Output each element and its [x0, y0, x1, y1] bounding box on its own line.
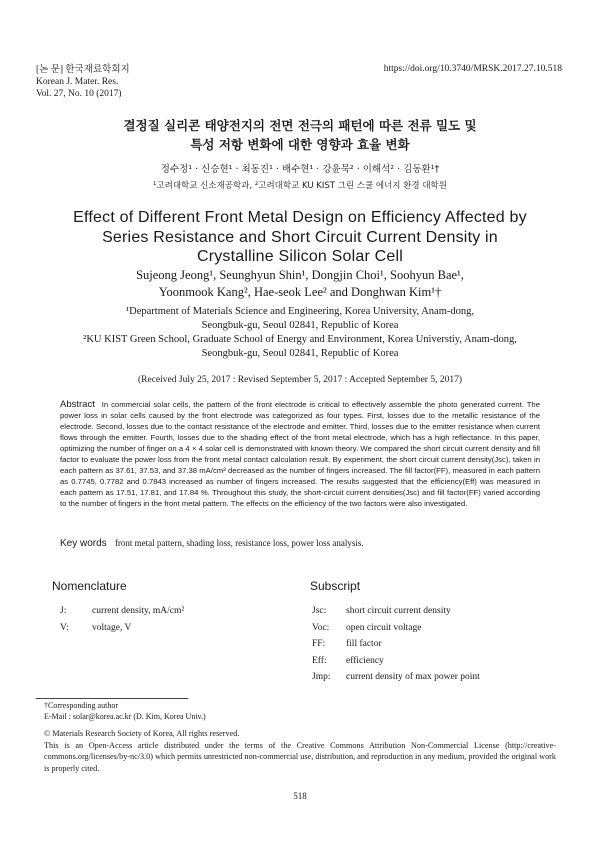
- subscript-symbol: Jmp:: [312, 672, 331, 682]
- affiliation-1-line-2: Seongbuk-gu, Seoul 02841, Republic of Korea: [201, 320, 399, 331]
- english-authors-line-2: Yoonmook Kang², Hae-seok Lee² and Donghwan Kim¹†: [158, 285, 442, 299]
- korean-title-line-2: 특성 저항 변화에 대한 영향과 효율 변화: [190, 137, 410, 152]
- korean-affiliation: ¹고려대학교 신소재공학과, ²고려대학교 KU KIST 그린 스쿨 에너지 환경 대학원: [153, 181, 447, 191]
- journal-category: [논 문] 한국재료학회지: [36, 65, 130, 75]
- english-title-line-1: Effect of Different Front Metal Design on Efficiency Affected by: [73, 209, 527, 226]
- keywords-label: Key words: [60, 538, 107, 549]
- subscript-list: [312, 603, 480, 686]
- affiliation-1-line-1: ¹Department of Materials Science and Engineering, Korea University, Anam-dong,: [126, 306, 474, 317]
- korean-title-line-1: 결정질 실리콘 태양전지의 전면 전극의 패턴에 따른 전류 밀도 및: [123, 118, 477, 133]
- copyright-notice: [44, 728, 556, 774]
- nomenclature-description: current density, mA/cm²: [92, 606, 185, 616]
- nomenclature-symbol: V:: [60, 622, 69, 633]
- subscript-symbol: Jsc:: [312, 606, 327, 616]
- abstract-label: Abstract: [60, 399, 95, 410]
- english-title-line-2: Series Resistance and Short Circuit Current Density in: [102, 229, 498, 246]
- abstract-text: In commercial solar cells, the pattern of the front electrode is critical to effectively assemble the photo generated current. The power loss in solar cells caused by the front electrode was categorized as four types. First, losses due to the metallic resistance of the electrode. Second, losses due to the contact resistance of the electrode and emitter. Third, losses due to the emitter resistance when current flows through the emitter. Fourth, losses due to the shading effect of the front metal electrode, which has a high reflectance. In this paper, optimizing the number of finger on a 4 × 4 solar cell is demonstrated with known theory. We compared the short circuit current density and fill factor to evaluate the power loss from the front metal contact calculation result. By experiment, the short circuit current density(Jsc), taken in each pattern as 37.61, 37.53, and 37.38 mA/cm² decreased as the number of fingers increased. The fill factor(FF), measured in each pattern as 0.7745, 0.7782 and 0.7843 increased as number of fingers increased. The results suggested that the efficiency(Eff) was measured in each pattern as 17.51, 17.81, and 17.84 %. Throughout this study, the short-circuit current densities(Jsc) and fill factor(FF) varied according to the number of fingers in the front metal pattern. The effects on the efficiency of the two factors were also investigated.: [60, 400, 540, 508]
- list-item: [60, 603, 184, 620]
- affiliation-2-line-1: ²KU KIST Green School, Graduate School of Energy and Environment, Korea Universtiy, Anam-dong,: [83, 334, 517, 345]
- subscript-symbol: Voc:: [312, 622, 330, 633]
- journal-volume: Vol. 27, No. 10 (2017): [36, 89, 122, 99]
- english-authors-line-1: Sujeong Jeong¹, Seunghyun Shin¹, Dongjin Choi¹, Soohyun Bae¹,: [136, 268, 464, 282]
- list-item: [312, 603, 480, 620]
- nomenclature-description: voltage, V: [92, 622, 132, 633]
- subscript-description: current density of max power point: [346, 672, 480, 682]
- keywords-text: front metal pattern, shading loss, resistance loss, power loss analysis.: [114, 538, 364, 548]
- corresponding-author: †Corresponding author: [44, 701, 118, 710]
- journal-info: [36, 64, 130, 100]
- footnote: [44, 700, 206, 722]
- korean-authors: 정수정¹ · 신승현¹ · 최동진¹ · 배수현¹ · 강윤묵² · 이해석² · 김동환¹†: [160, 164, 440, 175]
- nomenclature-heading: Nomenclature: [52, 579, 127, 593]
- copyright-line: © Materials Research Society of Korea, All rights reserved.: [44, 729, 240, 738]
- subscript-description: open circuit voltage: [346, 622, 422, 633]
- subscript-symbol: FF:: [312, 639, 326, 649]
- list-item: [312, 636, 480, 653]
- english-title-line-3: Crystalline Silicon Solar Cell: [196, 248, 404, 265]
- list-item: [60, 620, 184, 637]
- subscript-description: short circuit current density: [346, 606, 451, 616]
- subscript-symbol: Eff:: [312, 655, 327, 666]
- subscript-description: efficiency: [346, 655, 384, 666]
- keywords: [60, 538, 364, 549]
- subscript-description: fill factor: [346, 639, 382, 649]
- nomenclature-symbol: J:: [60, 606, 67, 616]
- abstract: [60, 399, 540, 509]
- license-text: This is an Open-Access article distributed under the terms of the Creative Commons Attribution Non-Commercial License (http://creative-commons.org/licenses/by-nc/3.0) which permits unrestricted non-commercial use, distribution, and reproduction in any medium, provided the original work is properly cited.: [44, 740, 556, 773]
- received-dates: (Received July 25, 2017 : Revised September 5, 2017 : Accepted September 5, 2017): [138, 375, 462, 385]
- affiliation-2-line-2: Seongbuk-gu, Seoul 02841, Republic of Korea: [201, 348, 399, 359]
- list-item: [312, 653, 480, 670]
- list-item: [312, 620, 480, 637]
- author-email: E-Mail : solar@korea.ac.kr (D. Kim, Korea Univ.): [44, 712, 206, 721]
- page-number: 518: [293, 791, 307, 801]
- list-item: [312, 669, 480, 686]
- doi-link[interactable]: https://doi.org/10.3740/MRSK.2017.27.10.518: [383, 64, 562, 74]
- journal-name: Korean J. Mater. Res.: [36, 77, 119, 87]
- footnote-divider: [36, 698, 188, 699]
- nomenclature-list: [60, 603, 184, 636]
- subscript-heading: Subscript: [310, 579, 361, 593]
